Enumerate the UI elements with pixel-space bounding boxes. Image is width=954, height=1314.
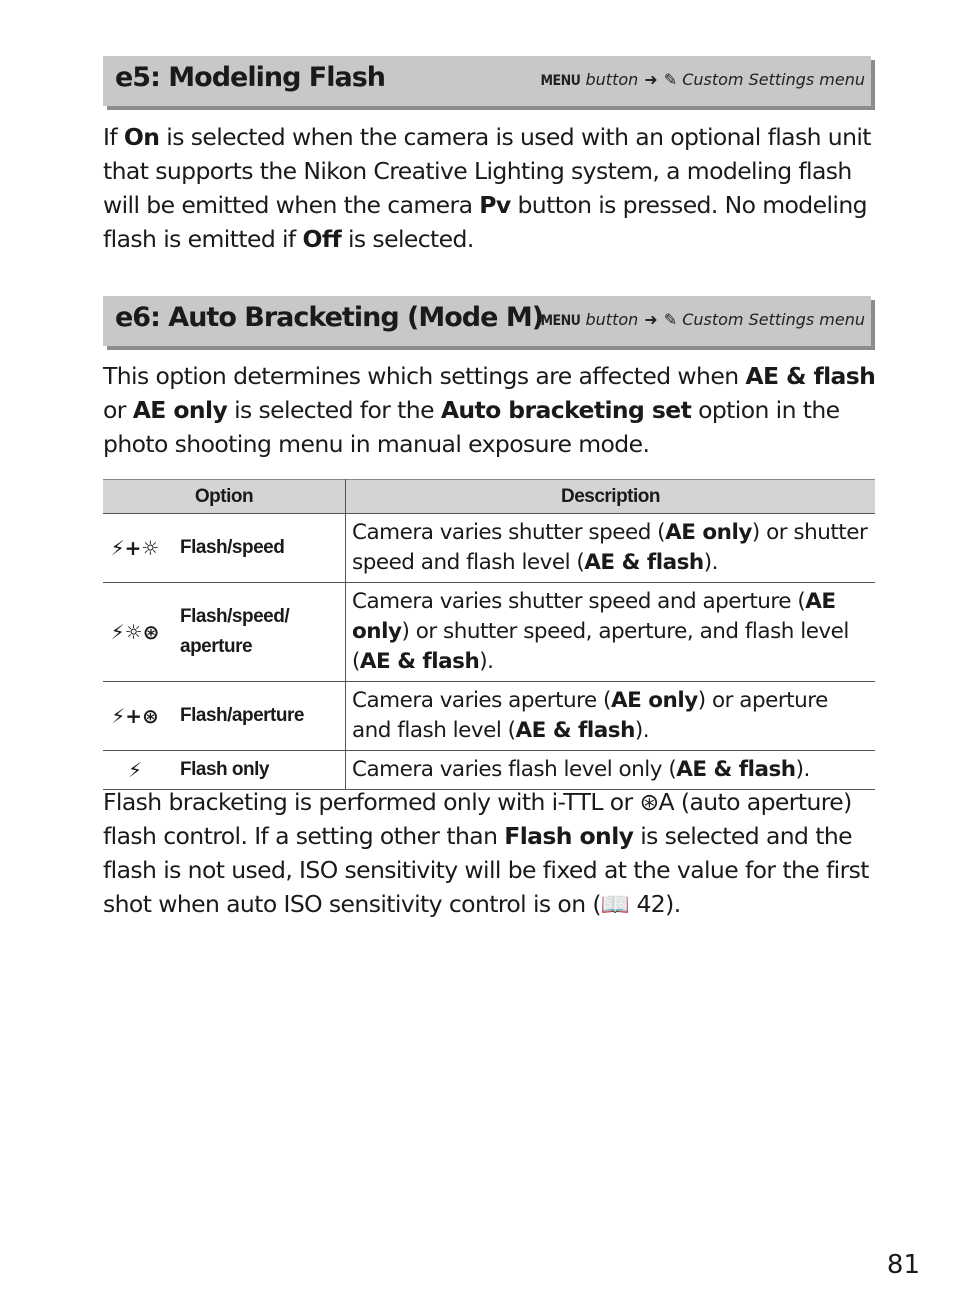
e6-description (103, 359, 878, 461)
flash-bracketing-note (103, 785, 878, 921)
section-title: e6: Auto Bracketing (Mode M) (115, 302, 544, 333)
flash-plus-aperture-icon: ⚡+⊛ (103, 682, 167, 751)
text-run: ). (703, 550, 718, 575)
section-header-e6 (103, 296, 871, 346)
option-description (346, 682, 876, 751)
bold-term: On (123, 123, 160, 151)
option-description (346, 514, 876, 583)
text-run: ). (795, 757, 810, 782)
custom-settings-menu-label: Custom Settings menu (682, 70, 865, 89)
option-name: Flash/speed/ aperture (167, 583, 346, 682)
option-name: Flash/aperture (167, 682, 346, 751)
button-word: button (585, 310, 639, 329)
option-description (346, 583, 876, 682)
flash-speed-aperture-icon: ⚡☼⊛ (103, 583, 167, 682)
menu-path (540, 310, 865, 329)
table-header-row (103, 480, 875, 514)
text-run: Camera varies aperture ( (352, 688, 611, 713)
header-description: Description (346, 480, 876, 514)
text-run: or (103, 396, 133, 424)
text-run: Camera varies shutter speed ( (352, 520, 666, 545)
bold-term: AE & flash (359, 649, 480, 674)
pencil-icon: ✎ (663, 70, 678, 89)
bold-term: AE only (610, 688, 698, 713)
bold-term: AE only (665, 520, 752, 545)
bold-term: AE only (132, 396, 228, 424)
text-run: ). (479, 649, 494, 674)
options-table (103, 479, 875, 790)
bold-term: AE & flash (515, 718, 635, 743)
text-run: option in the photo shooting menu in manual exposure mode. (103, 396, 840, 458)
text-run: Camera varies flash level only ( (352, 757, 677, 782)
text-run: This option determines which settings are affected when (103, 362, 746, 390)
table-row (103, 682, 875, 751)
bold-term: Pv (479, 191, 511, 219)
flash-plus-speed-icon: ⚡+☼ (103, 514, 167, 583)
bold-term: AE & flash (676, 757, 796, 782)
text-run: ). (634, 718, 650, 743)
text-run: Flash bracketing is performed only with i-TTL or ⊛A (auto aperture) flash control. If a setting other than (103, 788, 852, 850)
text-run: is selected and the flash is not used, ISO sensitivity will be fixed at the value for the first shot when auto ISO sensitivity control is on (📖 42). (103, 822, 869, 918)
header-option: Option (103, 480, 346, 514)
option-name: Flash only (167, 751, 346, 790)
button-word: button (585, 70, 639, 89)
bold-term: AE & flash (745, 362, 876, 390)
e5-description (103, 120, 878, 256)
bold-term: Off (302, 225, 342, 253)
text-run: If (103, 123, 124, 151)
section-title: e5: Modeling Flash (115, 62, 386, 93)
option-name: Flash/speed (167, 514, 346, 583)
menu-button-label: MENU (540, 313, 581, 329)
text-run: ) or shutter speed, aperture, and flash level ( (352, 619, 849, 674)
bold-term: Auto bracketing set (440, 396, 692, 424)
custom-settings-menu-label: Custom Settings menu (682, 310, 865, 329)
bold-term: Flash only (504, 822, 634, 850)
menu-path (540, 70, 865, 89)
text-run: ) or shutter speed and flash level ( (352, 520, 868, 575)
bold-term: AE & flash (584, 550, 704, 575)
arrow-icon: ➜ (644, 310, 658, 329)
text-run: Camera varies shutter speed and aperture ( (352, 589, 806, 614)
text-run: button is pressed. No modeling flash is emitted if (103, 191, 867, 253)
page-number: 81 (886, 1250, 920, 1280)
text-run: ) or aperture and flash level ( (352, 688, 828, 743)
text-run: is selected. (341, 225, 474, 253)
option-description (346, 751, 876, 790)
bold-term: AE only (352, 589, 836, 644)
text-run: is selected for the (227, 396, 441, 424)
menu-button-label: MENU (540, 73, 581, 89)
flash-icon: ⚡ (103, 751, 167, 790)
table-row (103, 751, 875, 790)
table-row (103, 514, 875, 583)
arrow-icon: ➜ (644, 70, 658, 89)
text-run: is selected when the camera is used with an optional flash unit that supports the Nikon Creative Lighting system, a modeling flash will be emitted when the camera (103, 123, 871, 219)
table-row (103, 583, 875, 682)
pencil-icon: ✎ (663, 310, 678, 329)
section-header-e5 (103, 56, 871, 106)
